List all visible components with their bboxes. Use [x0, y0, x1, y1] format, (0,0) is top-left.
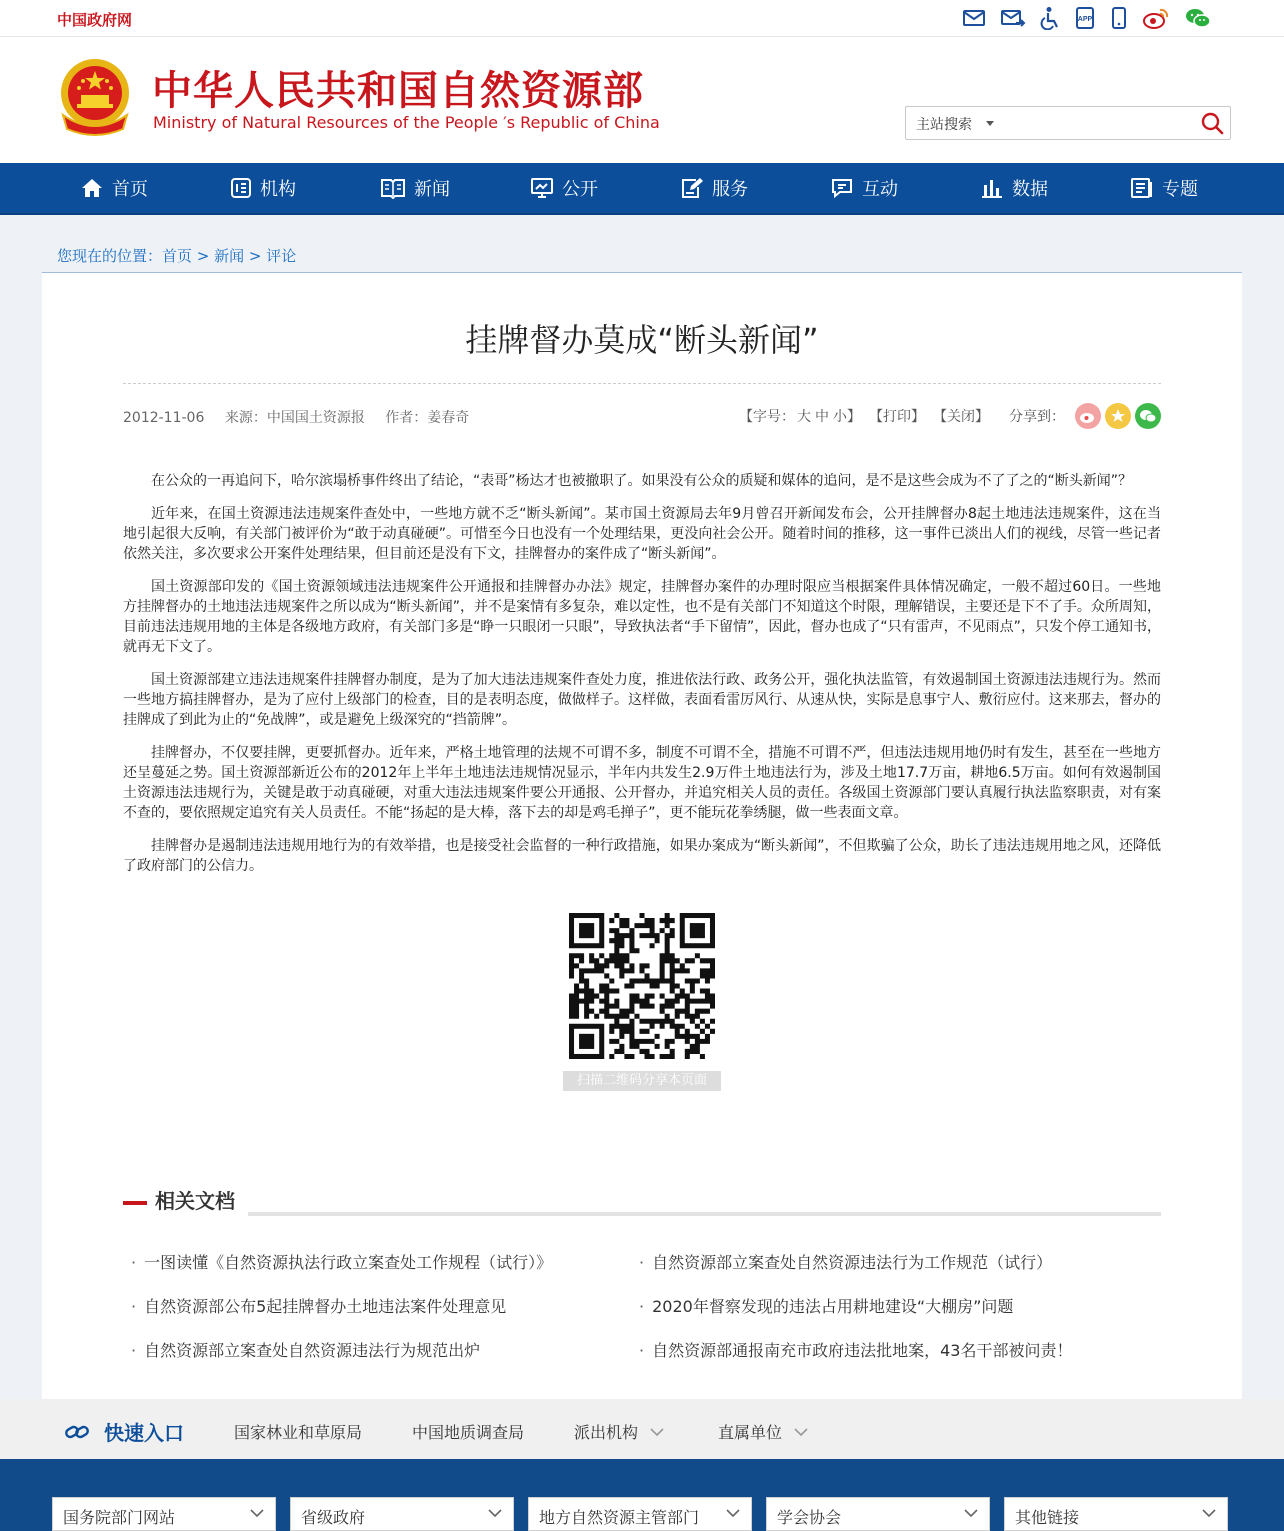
link-icon: [64, 1422, 90, 1442]
footer-select-provincial[interactable]: [290, 1497, 514, 1531]
article-author: 作者：姜春奇: [385, 410, 470, 426]
breadcrumb-prefix: 您现在的位置：: [57, 247, 163, 265]
footer: [0, 1459, 1284, 1531]
quick-item-geology[interactable]: [412, 1420, 524, 1443]
app-icon[interactable]: [1074, 6, 1096, 30]
chevron-down-icon: [1201, 1507, 1217, 1519]
screen-icon: [530, 177, 554, 199]
chevron-down-icon: [487, 1507, 503, 1519]
footer-select-state-council[interactable]: [52, 1497, 276, 1531]
national-emblem-logo[interactable]: [57, 57, 133, 141]
quick-item-label: 直属单位: [718, 1423, 783, 1442]
mail-icon[interactable]: [962, 6, 986, 30]
related-item[interactable]: · 一图读懂《自然资源执法行政立案查处工作规程（试行）》: [131, 1250, 552, 1273]
quick-item-forestry[interactable]: [234, 1420, 362, 1443]
nav-item-service[interactable]: [680, 163, 748, 213]
footer-select-label: 其他链接: [1015, 1508, 1080, 1527]
article-paragraph: 国土资源部印发的《国土资源领域违法违规案件公开通报和挂牌督办办法》规定，挂牌督办案件的办理时限应当根据案件具体情况确定，一般不超过60日。一些地方挂牌督办的土地违法违规案件之所以成为“断头新闻”，并不是案情有多复杂，难以定性，也不是有关部门不知道这个时限，理解错误，主要还是下不了手。众所周知，目前违法违规用地的主体是各级地方政府，有关部门多是“睁一只眼闭一只眼”，导致执法者“手下留情”，因此，督办也成了“只有雷声，不见雨点”，只发个停工通知书，就再无下文了。: [123, 579, 1161, 655]
chevron-down-icon: [650, 1427, 664, 1437]
article-paragraph: 在公众的一再追问下，哈尔滨塌桥事件终出了结论，“表哥”杨达才也被撤职了。如果没有公众的质疑和媒体的追问，是不是这些会成为不了了之的“断头新闻”？: [151, 473, 1133, 489]
qr-caption: 扫描二维码分享本页面: [563, 1071, 721, 1091]
nav-label: 数据: [1012, 179, 1048, 200]
wechat-icon[interactable]: [1184, 6, 1212, 30]
caret-down-icon[interactable]: [986, 121, 994, 126]
font-size-large[interactable]: 大: [797, 409, 811, 425]
quick-access-bar: [0, 1399, 1284, 1459]
share-weibo-icon[interactable]: [1075, 403, 1101, 429]
nav-label: 公开: [562, 179, 598, 200]
share-wechat-icon[interactable]: [1135, 403, 1161, 429]
weibo-icon[interactable]: [1142, 6, 1170, 30]
quick-access-label: 快速入口: [104, 1421, 184, 1445]
related-accent: [123, 1201, 147, 1205]
footer-select-other[interactable]: [1004, 1497, 1228, 1531]
nav-label: 机构: [260, 179, 296, 200]
gov-portal-link[interactable]: 中国政府网: [57, 11, 133, 29]
related-title: 相关文档: [155, 1189, 235, 1213]
article-paragraph: 近年来，在国土资源违法违规案件查处中，一些地方就不乏“断头新闻”。某市国土资源局去年9月曾召开新闻发布会，公开挂牌督办8起土地违法违规案件，这在当地引起很大反响，有关部门被评价为“敢于动真碰硬”。可惜至今日也没有一个处理结果，更没向社会公开。随着时间的推移，这一事件已淡出人们的视线，尽管一些记者依然关注，多次要求公开案件处理结果，但目前还是没有下文，挂牌督办的案件成了“断头新闻”。: [123, 506, 1161, 562]
related-item[interactable]: · 自然资源部立案查处自然资源违法行为规范出炉: [131, 1338, 480, 1361]
main-nav: [0, 163, 1284, 215]
top-bar: [0, 0, 1284, 37]
nav-label: 服务: [712, 179, 748, 200]
article-title: 挂牌督办莫成“断头新闻”: [465, 321, 819, 359]
footer-select-label: 国务院部门网站: [63, 1508, 176, 1527]
related-item[interactable]: · 自然资源部立案查处自然资源违法行为工作规范（试行）: [639, 1250, 1052, 1273]
home-icon: [80, 176, 104, 200]
font-size-label: 【字号：: [739, 409, 795, 425]
accessibility-icon[interactable]: [1040, 6, 1060, 30]
chart-icon: [980, 177, 1004, 199]
book-icon: [380, 177, 406, 199]
mail-send-icon[interactable]: [1000, 6, 1026, 30]
svg-text:APP: APP: [1077, 16, 1093, 23]
share-qr-code: [569, 913, 715, 1059]
org-icon: [230, 177, 252, 199]
quick-item-label: 国家林业和草原局: [234, 1423, 363, 1442]
breadcrumb-level2[interactable]: 新闻: [214, 247, 245, 265]
article-body: [123, 471, 1161, 889]
nav-item-public[interactable]: [530, 163, 598, 213]
breadcrumb-sep: >: [192, 247, 215, 265]
related-divider: [248, 1212, 1161, 1216]
chevron-down-icon: [794, 1427, 808, 1437]
footer-select-label: 省级政府: [301, 1508, 366, 1527]
search-scope-select[interactable]: 主站搜索: [916, 117, 972, 133]
quick-item-label: 中国地质调查局: [412, 1423, 525, 1442]
chevron-down-icon: [249, 1507, 265, 1519]
article-tools: [739, 403, 1161, 429]
nav-item-interact[interactable]: [830, 163, 898, 213]
title-divider: [123, 383, 1161, 384]
quick-item-dispatched[interactable]: [574, 1420, 664, 1443]
share-label: 分享到：: [1009, 409, 1065, 425]
quick-item-label: 派出机构: [574, 1423, 639, 1442]
print-button[interactable]: 【打印】: [869, 409, 925, 425]
chevron-down-icon: [725, 1507, 741, 1519]
footer-select-label: 地方自然资源主管部门: [539, 1508, 700, 1527]
chevron-down-icon: [963, 1507, 979, 1519]
nav-item-org[interactable]: [230, 163, 296, 213]
article-date: 2012-11-06: [123, 410, 205, 426]
search-input[interactable]: [1006, 111, 1190, 137]
doc-icon: [1130, 177, 1154, 199]
article-meta: [123, 407, 485, 427]
top-icon-group: [962, 6, 1212, 30]
article-paragraph: 挂牌督办，不仅要挂牌，更要抓督办。近年来，严格土地管理的法规不可谓不多，制度不可谓不全，措施不可谓不严，但违法违规用地仍时有发生，甚至在一些地方还呈蔓延之势。国土资源部新近公布的2012年上半年土地违法违规情况显示，半年内共发生2.9万件土地违法行为，涉及土地17.7万亩，耕地6.5万亩。如何有效遏制国土资源违法违规行为，关键是敢于动真碰硬，对重大违法违规案件要公开通报、公开督办，并追究相关人员的责任。各级国土资源部门要认真履行执法监察职责，对有案不查的，要依照规定追究有关人员责任。不能“扬起的是大棒，落下去的却是鸡毛掸子”，更不能玩花拳绣腿，做一些表面文章。: [123, 745, 1161, 821]
mobile-icon[interactable]: [1110, 6, 1128, 30]
site-header: [0, 37, 1284, 163]
search-icon[interactable]: [1200, 111, 1224, 135]
search-box: [905, 106, 1231, 140]
nav-item-news[interactable]: [380, 163, 450, 213]
nav-label: 专题: [1162, 179, 1198, 200]
related-item[interactable]: · 自然资源部通报南充市政府违法批地案，43名干部被问责！: [639, 1338, 1072, 1361]
font-size-close: 】: [847, 409, 861, 425]
article-source: 来源：中国国土资源报: [224, 410, 365, 426]
footer-select-label: 学会协会: [777, 1508, 842, 1527]
font-size-small[interactable]: 小: [833, 409, 847, 425]
breadcrumb-home[interactable]: 首页: [162, 247, 193, 265]
nav-label: 互动: [862, 179, 898, 200]
footer-select-associations[interactable]: [766, 1497, 990, 1531]
nav-label: 首页: [112, 179, 148, 200]
article-paragraph: 国土资源部建立违法违规案件挂牌督办制度，是为了加大违法违规案件查处力度，推进依法行政、政务公开，强化执法监管，有效遏制国土资源违法违规行为。然而一些地方搞挂牌督办，是为了应付上级部门的检查，目的是表明态度，做做样子。这样做，表面看雷厉风行、从速从快，实际是息事宁人、敷衍应付。这来那去，督办的挂牌成了到此为止的“免战牌”，或是避免上级深究的“挡箭牌”。: [123, 672, 1161, 728]
quick-access-title: [64, 1417, 184, 1446]
close-button[interactable]: 【关闭】: [933, 409, 989, 425]
breadcrumb: [57, 245, 296, 266]
nav-label: 新闻: [414, 179, 450, 200]
nav-item-data[interactable]: [980, 163, 1048, 213]
chat-icon: [830, 177, 854, 199]
nav-item-topics[interactable]: [1130, 163, 1198, 213]
article-paragraph: 挂牌督办是遏制违法违规用地行为的有效举措，也是接受社会监督的一种行政措施，如果办案成为“断头新闻”，不但欺骗了公众，助长了违法违规用地之风，还降低了政府部门的公信力。: [123, 838, 1161, 874]
related-item[interactable]: · 2020年督察发现的违法占用耕地建设“大棚房”问题: [639, 1294, 1013, 1317]
site-title-en: Ministry of Natural Resources of the People ′s Republic of China: [153, 113, 660, 132]
share-qzone-icon[interactable]: [1105, 403, 1131, 429]
footer-select-local[interactable]: [528, 1497, 752, 1531]
related-item[interactable]: · 自然资源部公布5起挂牌督办土地违法案件处理意见: [131, 1294, 506, 1317]
font-size-medium[interactable]: 中: [815, 409, 829, 425]
breadcrumb-level3[interactable]: 评论: [266, 247, 297, 265]
breadcrumb-sep: >: [244, 247, 267, 265]
nav-item-home[interactable]: [80, 163, 148, 213]
quick-item-affiliated[interactable]: [718, 1420, 808, 1443]
site-title-cn: 中华人民共和国自然资源部: [152, 68, 644, 114]
edit-icon: [680, 177, 704, 199]
article-card: [42, 273, 1242, 1399]
